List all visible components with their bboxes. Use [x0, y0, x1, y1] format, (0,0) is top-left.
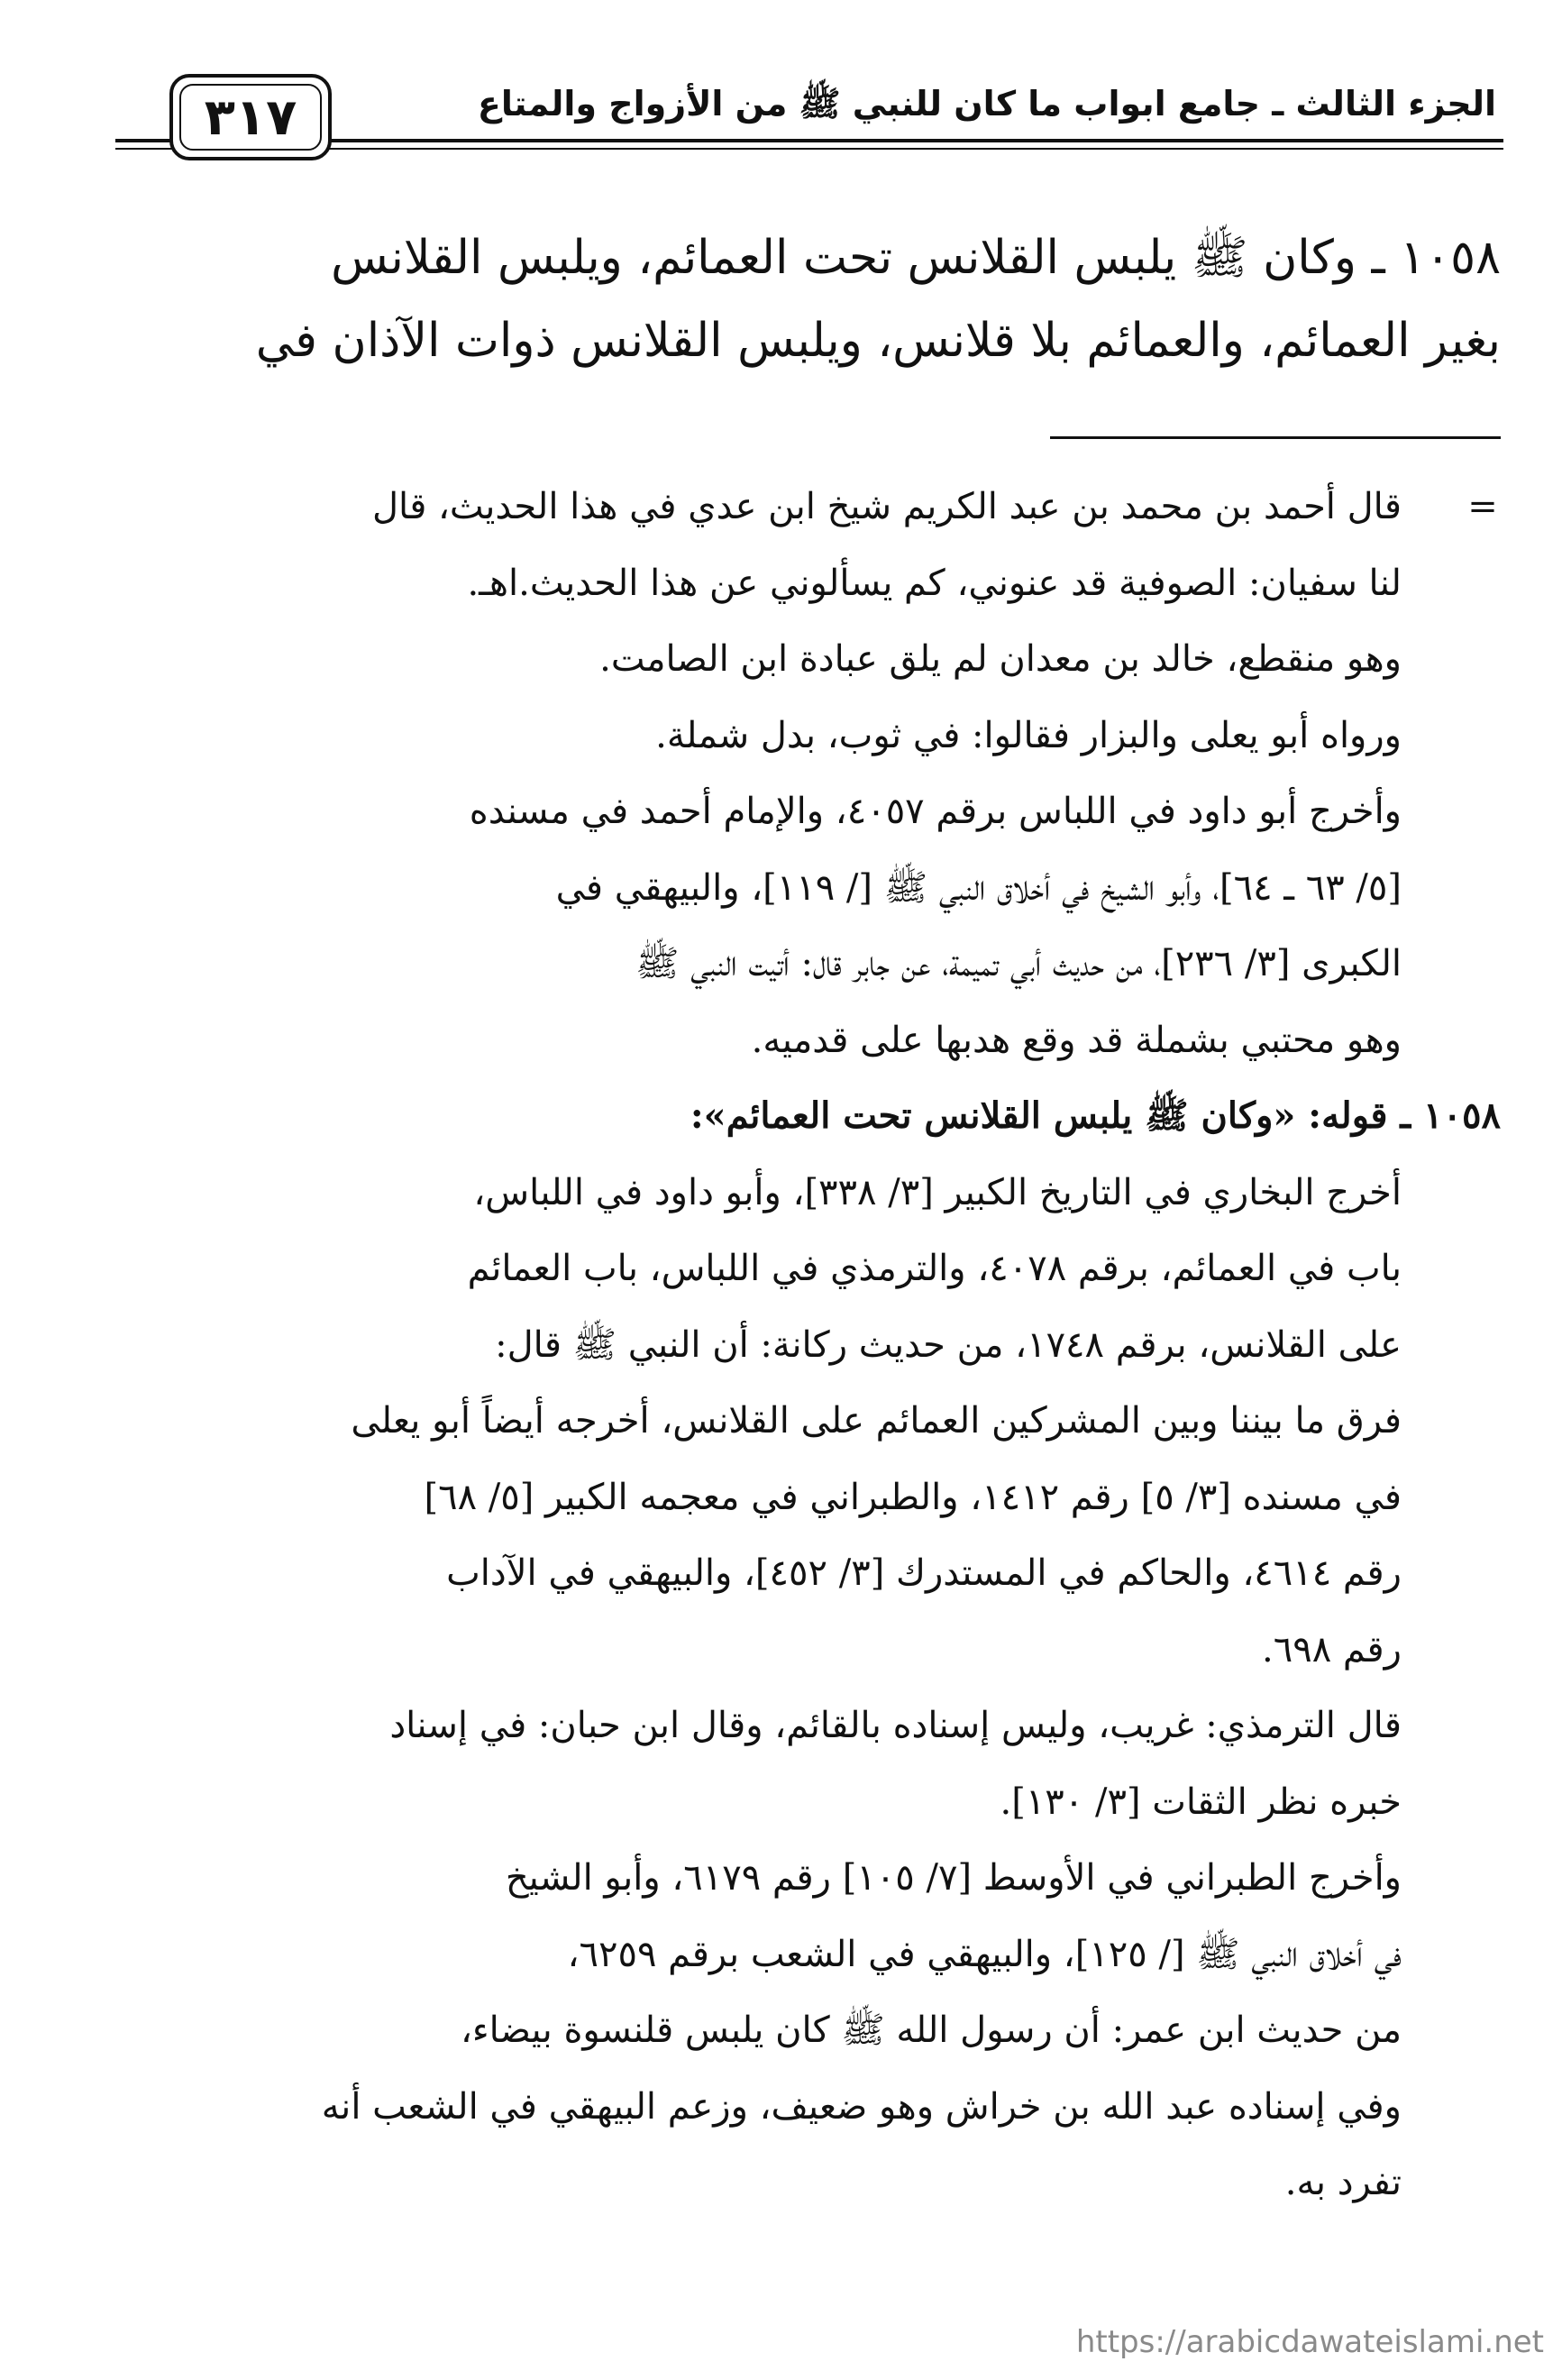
footnote-line: في مسنده [٣/ ٥] رقم ١٤١٢، والطبراني في معجمه الكبير [٥/ ٦٨]: [424, 1476, 1402, 1518]
running-title: الجزء الثالث ـ جامع ابواب ما كان للنبي ﷺ من الأزواج والمتاع: [477, 84, 1496, 124]
page-number-frame: [169, 74, 332, 160]
main-text-line: ١٠٥٨ ـ وكان ﷺ يلبس القلانس تحت العمائم، ويلبس القلانس: [331, 231, 1501, 285]
footnote-line: خبره نظر الثقات [٣/ ١٣٠].: [1000, 1780, 1402, 1823]
footnote-line: رقم ٦٩٨.: [1262, 1628, 1402, 1671]
continuation-marker: =: [1467, 486, 1498, 527]
footnote-entry-label: ١٠٥٨ ـ قوله: «وكان ﷺ يلبس القلانس تحت العمائم»:: [690, 1094, 1501, 1137]
footnote-separator: [1050, 436, 1501, 439]
footnote-line: قال الترمذي: غريب، وليس إسناده بالقائم، وقال ابن حبان: في إسناد: [389, 1705, 1402, 1746]
footnote-line: لنا سفيان: الصوفية قد عنوني، كم يسألوني عن هذا الحديث.اهـ.: [467, 562, 1402, 604]
footnote-line: أخرج البخاري في التاريخ الكبير [٣/ ٣٣٨]، وأبو داود في اللباس،: [473, 1171, 1402, 1213]
footnote-line: قال أحمد بن محمد بن عبد الكريم شيخ ابن عدي في هذا الحديث، قال: [371, 486, 1402, 527]
main-text: [113, 216, 1501, 382]
footnote-line: وفي إسناده عبد الله بن خراش وهو ضعيف، وزعم البيهقي في الشعب أنه: [321, 2085, 1402, 2128]
footnote-line: باب في العمائم، برقم ٤٠٧٨، والترمذي في اللباس، باب العمائم: [467, 1248, 1402, 1289]
footnote-line: وأخرج الطبراني في الأوسط [٧/ ١٠٥] رقم ٦١٧٩، وأبو الشيخ: [505, 1857, 1402, 1899]
footnote-line: فرق ما بيننا وبين المشركين العمائم على القلانس، أخرجه أيضاً أبو يعلى: [351, 1400, 1402, 1442]
footnote-continuation: [59, 469, 1501, 1078]
footnote-line: من حديث ابن عمر: أن رسول الله ﷺ كان يلبس قلنسوة بيضاء،: [460, 2009, 1402, 2051]
watermark-url: https://arabicdawateislami.net: [1075, 2324, 1544, 2360]
footnote-line: تفرد به.: [1284, 2162, 1402, 2203]
footnote-line: وأخرج أبو داود في اللباس برقم ٤٠٥٧، والإمام أحمد في مسنده: [469, 791, 1402, 832]
footnote-entry: [59, 1078, 1501, 2221]
footnote-line: وهو منقطع، خالد بن معدان لم يلق عبادة ابن الصامت.: [599, 638, 1402, 680]
footnote-line: في أخلاق النبي ﷺ [/ ١٢٥]، والبيهقي في الشعب برقم ٦٢٥٩،: [567, 1933, 1402, 1975]
footnotes: [59, 469, 1501, 2221]
footnote-line: على القلانس، برقم ١٧٤٨، من حديث ركانة: أن النبي ﷺ قال:: [495, 1323, 1402, 1366]
footnote-line: ورواه أبو يعلى والبزار فقالوا: في ثوب، بدل شملة.: [655, 714, 1402, 756]
footnote-line: الكبرى [٣/ ٢٣٦]، من حديث أبي تميمة، عن جابر قال: أتيت النبي ﷺ: [635, 943, 1402, 984]
footnote-line: وهو محتبي بشملة قد وقع هدبها على قدميه.: [751, 1019, 1402, 1061]
page-header: [115, 74, 1503, 155]
footnote-line: [٥/ ٦٣ ـ ٦٤]، وأبو الشيخ في أخلاق النبي ﷺ [/ ١١٩]، والبيهقي في: [555, 866, 1402, 909]
footnote-line: رقم ٤٦١٤، والحاكم في المستدرك [٣/ ٤٥٢]، والبيهقي في الآداب: [446, 1552, 1402, 1594]
page-number: ٣١٧: [204, 88, 297, 147]
main-text-line: بغير العمائم، والعمائم بلا قلانس، ويلبس القلانس ذوات الآذان في: [255, 314, 1501, 368]
